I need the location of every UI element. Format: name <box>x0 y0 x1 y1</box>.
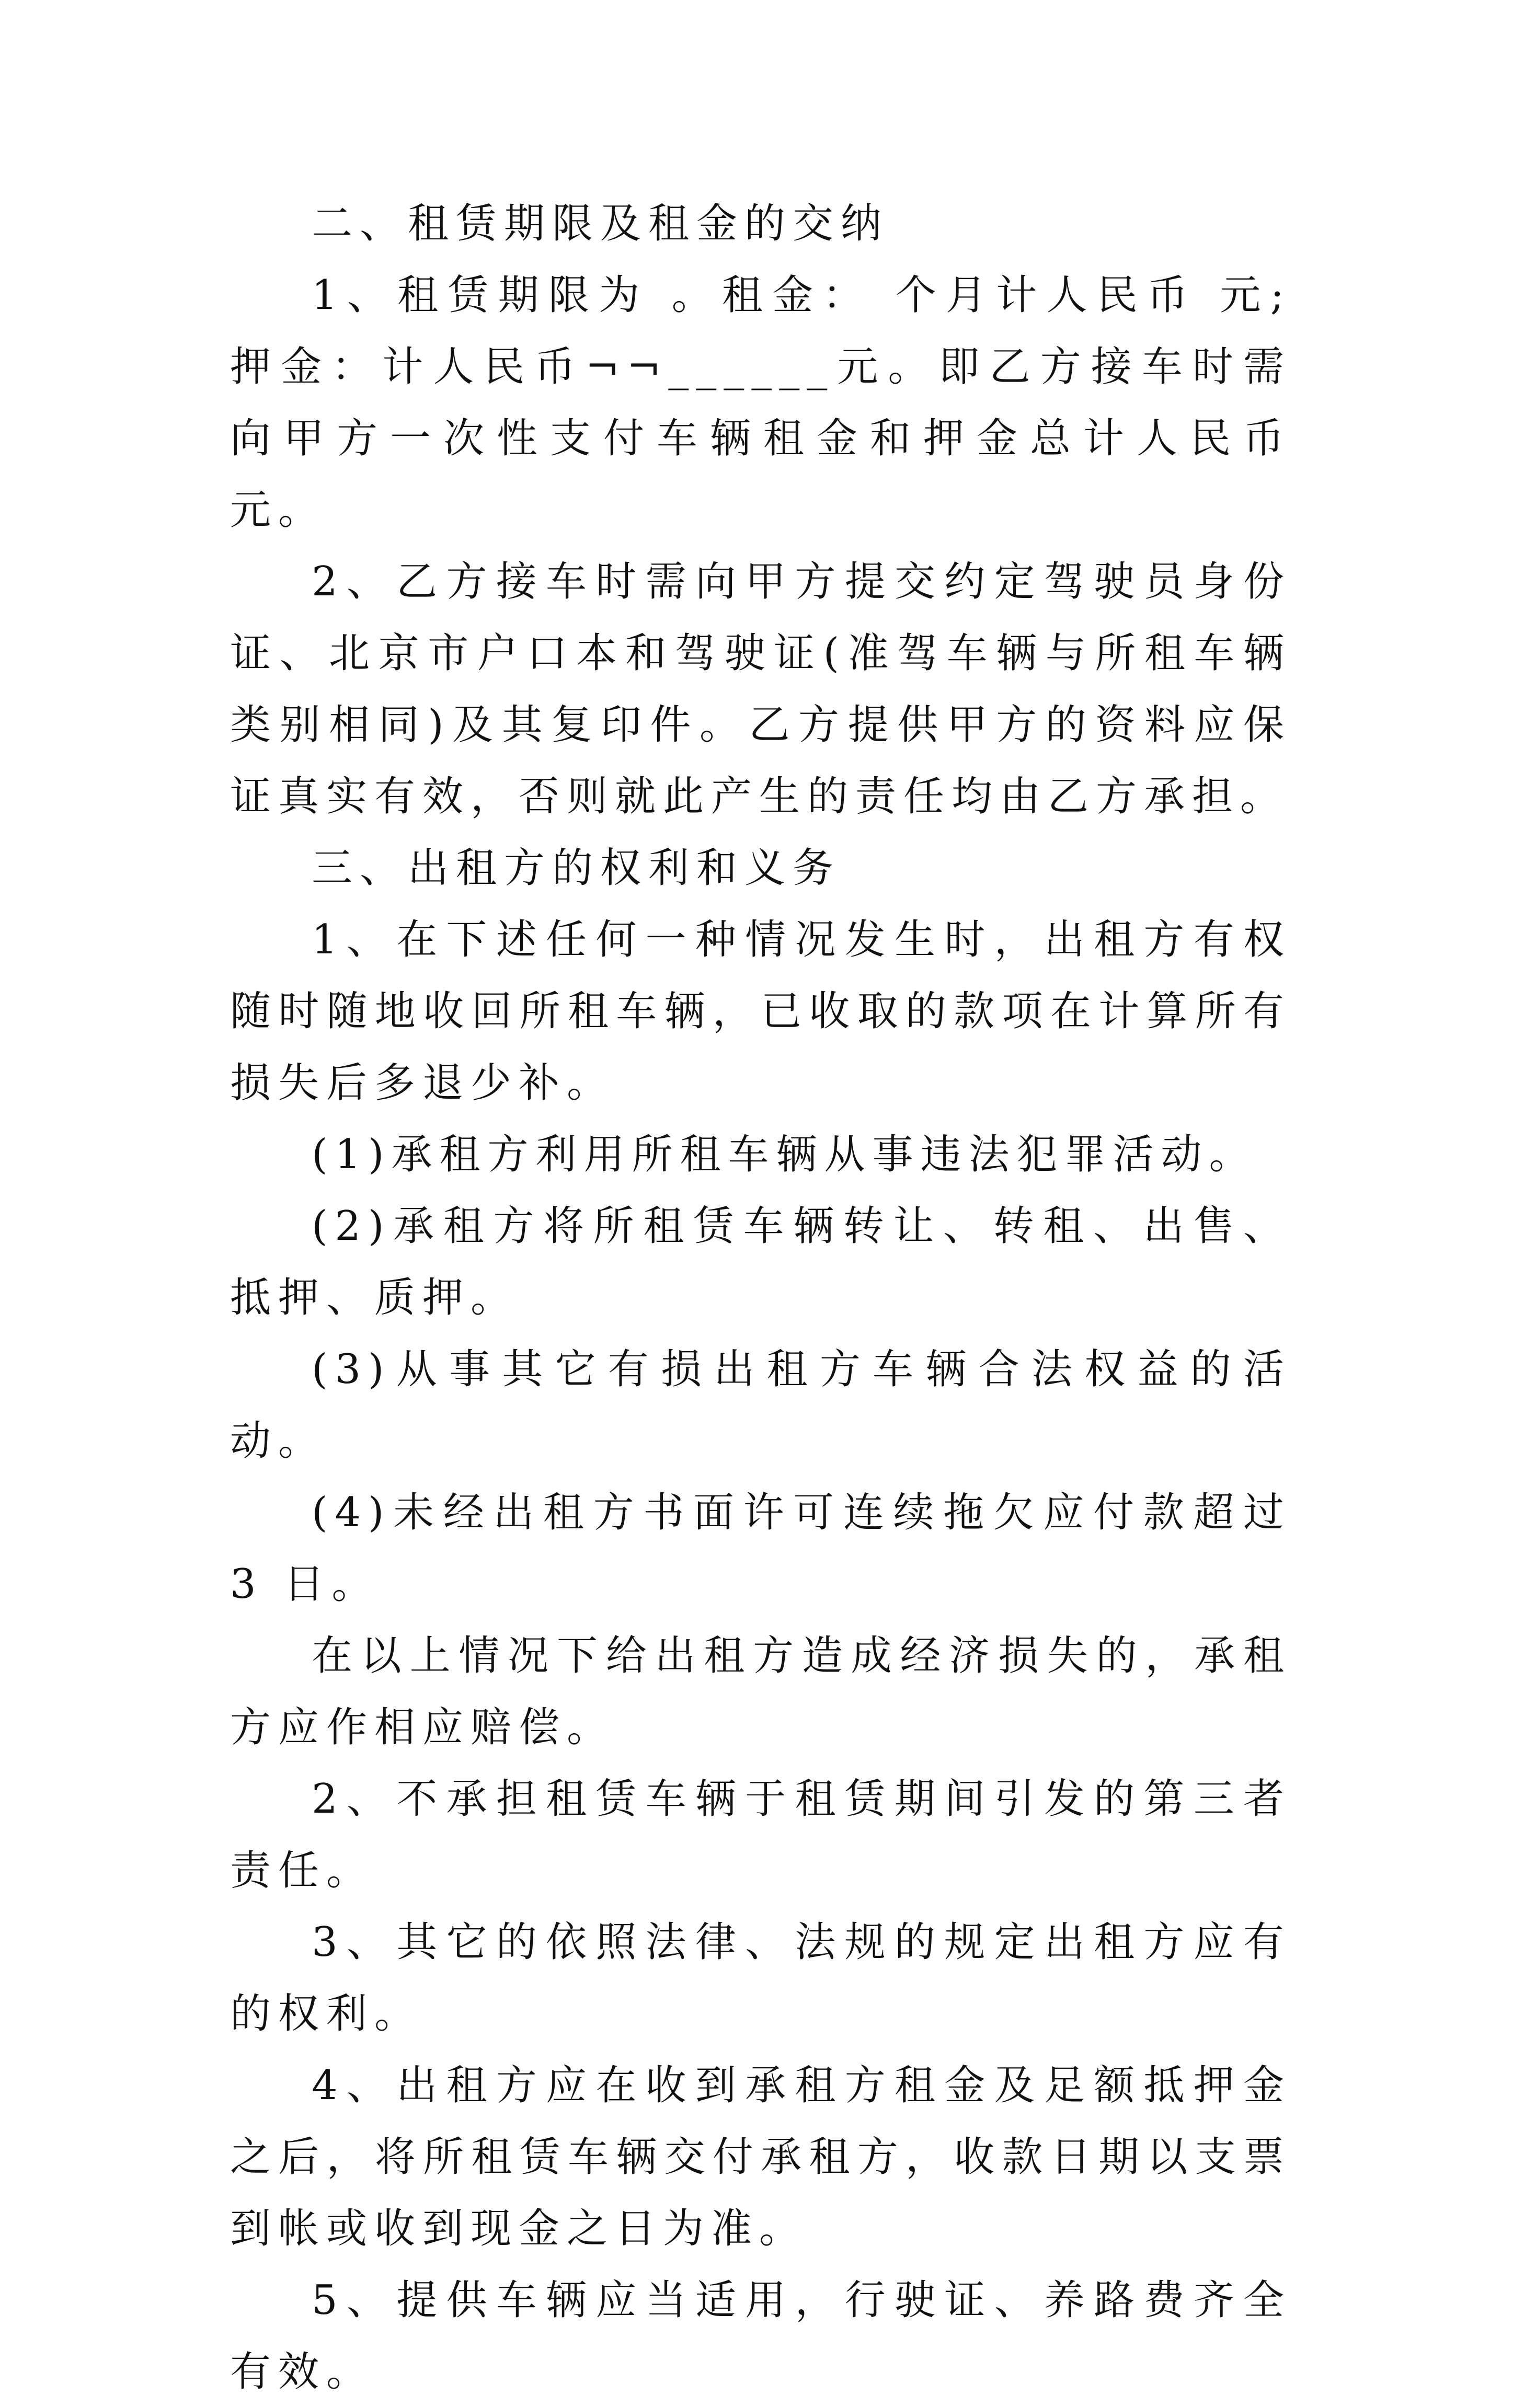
paragraph-documents-required: 2、乙方接车时需向甲方提交约定驾驶员身份证、北京市户口本和驾驶证(准驾车辆与所租车辆类别相同)及其复印件。乙方提供甲方的资料应保证真实有效，否则就此产生的责任均由乙方承担。 <box>230 558 1291 820</box>
paragraph-vehicle-delivery: 4、出租方应在收到承租方租金及足额抵押金之后，将所租赁车辆交付承租方，收款日期以支票到帐或收到现金之日为准。 <box>230 2062 1291 2252</box>
paragraph-compensation: 在以上情况下给出租方造成经济损失的，承租方应作相应赔偿。 <box>230 1632 1291 1751</box>
paragraph-vehicle-recall: 1、在下述任何一种情况发生时，出租方有权随时随地收回所租车辆，已收取的款项在计算所有损失后多退少补。 <box>230 916 1291 1107</box>
list-item-harmful-activity: (3)从事其它有损出租方车辆合法权益的活动。 <box>230 1346 1291 1465</box>
document-body <box>230 188 1291 2408</box>
paragraph-vehicle-condition: 5、提供车辆应当适用，行驶证、养路费齐全有效。 <box>230 2277 1291 2395</box>
section-heading-lessor-rights: 三、出租方的权利和义务 <box>312 845 841 892</box>
list-item-payment-arrears: (4)未经出租方书面许可连续拖欠应付款超过 3 日。 <box>230 1489 1291 1608</box>
paragraph-other-rights: 3、其它的依照法律、法规的规定出租方应有的权利。 <box>230 1919 1291 2037</box>
section-heading-lease-term: 二、租赁期限及租金的交纳 <box>312 200 889 247</box>
list-item-illegal-activity: (1)承租方利用所租车辆从事违法犯罪活动。 <box>312 1131 1257 1178</box>
paragraph-third-party-liability: 2、不承担租赁车辆于租赁期间引发的第三者责任。 <box>230 1776 1291 1894</box>
list-item-transfer-sublease: (2)承租方将所租赁车辆转让、转租、出售、抵押、质押。 <box>230 1203 1291 1321</box>
paragraph-lease-term-rent: 1、租赁期限为 。租金： 个月计人民币 元;押金：计人民币¬¬______元。即乙方接车时需向甲方一次性支付车辆租金和押金总计人民币 元。 <box>230 272 1291 534</box>
